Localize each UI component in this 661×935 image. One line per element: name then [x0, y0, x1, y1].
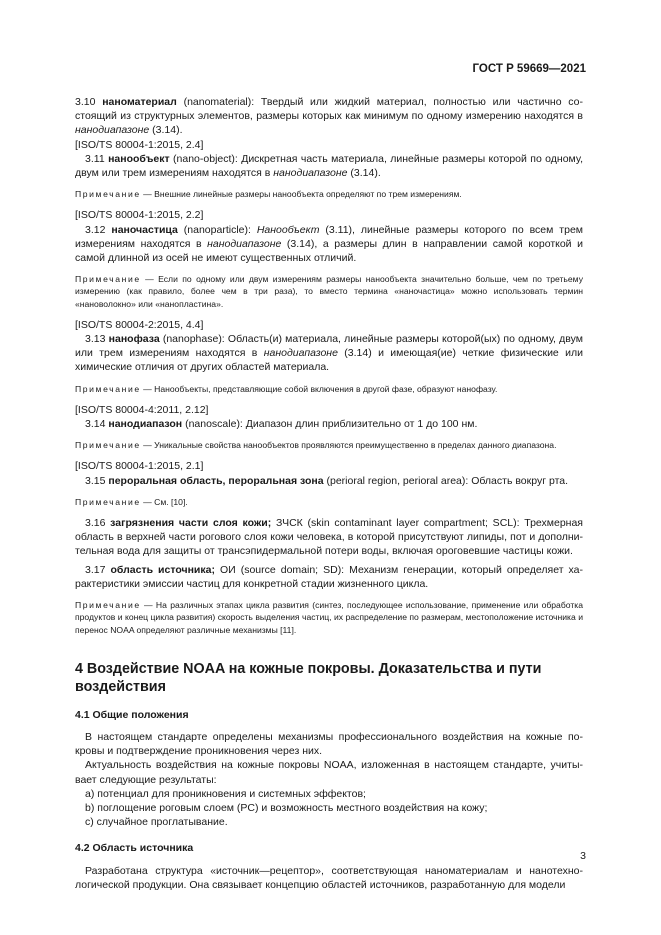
term: наночастица [111, 223, 178, 236]
term-source-ref: [ISO/TS 80004-4:2011, 2.12] [75, 403, 209, 416]
document-header: ГОСТ Р 59669—2021 [472, 63, 586, 75]
term-source-ref: [ISO/TS 80004-1:2015, 2.2] [75, 209, 204, 222]
term-source-ref: [ISO/TS 80004-1:2015, 2.1] [75, 460, 204, 473]
term-entry-3-13: 3.13 нанофаза (nanophase): Область(и) материала, линейные размеры которой(ых) по одному, двум или трем измерениям находятся в нанодиапазоне (3.14) и имеющая(ие) четкие физические или химические отличия от других областей материала. [75, 333, 583, 374]
term-source-ref: [ISO/TS 80004-1:2015, 2.4] [75, 138, 204, 151]
note: Примечание — Если по одному или двум измерениям размеры нанообъекта значительно больше, чем по третьему измерению (как правило, более чем в три раза), то вместо термина «наночастица» можно использовать термин «нановолокно» или «нанопластина». [75, 274, 583, 309]
term-entry-3-11: 3.11 нанообъект (nano-object): Дискретная часть материала, линейные размеры которой по одному, двум или трем измерениям находятся в нанодиапазоне (3.14). [75, 152, 583, 180]
note: Примечание — См. [10]. [75, 496, 188, 507]
term: наноматериал [102, 96, 177, 108]
paragraph: Актуальность воздействия на кожные покровы NOAA, изложенная в настоящем стандарте, учитывает следующие результаты: [75, 759, 583, 786]
note: Примечание — Уникальные свойства нанообъектов проявляются преимущественно в пределах данного диапазона. [75, 440, 557, 451]
list-item: b) поглощение роговым слоем (PC) и возможность местного воздействия на кожу; [85, 801, 488, 814]
term-entry-3-16: 3.16 загрязнения части слоя кожи; ЗЧСК (skin contaminant layer compartment; SCL): Трехмерная область в верхней части рогового слоя кожи человека, в которой присутствуют липиды, пот и дополнительная вода для защиты от трансэпидермальной потери воды, включая ороговевшие частицы кожи. [75, 517, 583, 558]
paragraph: В настоящем стандарте определены механизмы профессионального воздействия на кожные покровы и подтверждение проникновения через них. [75, 730, 583, 758]
term-source-ref: [ISO/TS 80004-2:2015, 4.4] [75, 318, 204, 331]
term: нанообъект [108, 152, 170, 165]
term: загрязнения части слоя кожи; [110, 517, 272, 530]
term: пероральная область, пероральная зона [108, 474, 324, 487]
list-item: с) случайное проглатывание. [85, 816, 228, 829]
list-item: а) потенциал для проникновения и системных эффектов; [85, 787, 366, 800]
note: Примечание — Нанообъекты, представляющие собой включения в другой фазе, образуют нанофазу. [75, 383, 498, 394]
document-body [75, 95, 583, 892]
term-entry-3-12: 3.12 наночастица (nanoparticle): Нанообъект (3.11), линейные размеры которого по всем трем измерениям находятся в нанодиапазоне (3.14), а размеры длин в направлении самой короткой и самой длинной из осей не имеют существенных отличий. [75, 223, 584, 265]
term-entry-3-17: 3.17 область источника; ОИ (source domain; SD): Механизм генерации, который определяет характеристики эмиссии частиц для конкретной стадии жизненного цикла. [75, 563, 584, 590]
term-entry-3-15: 3.15 пероральная область, пероральная зона (perioral region, perioral area): Область вокруг рта. [85, 474, 569, 487]
subsection-title: 4.2 Область источника [75, 842, 194, 855]
page-number: 3 [580, 850, 586, 862]
note: Примечание — На различных этапах цикла развития (синтез, последующее использование, применение или обработка продуктов и конец цикла развития) скорость выделения частиц, их распределение по размерам, местоположение источника и перенос NOAA определяют различные механизмы [11]. [75, 600, 583, 635]
term: нанофаза [108, 333, 160, 346]
term: нанодиапазон [108, 418, 183, 431]
term: область источника; [110, 563, 215, 576]
paragraph: Разработана структура «источник—рецептор», соответствующая наноматериалам и нанотехнологической продукции. Она связывает концепцию областей источников, разработанную для модели [75, 864, 583, 891]
subsection-title: 4.1 Общие положения [75, 708, 189, 721]
note: Примечание — Внешние линейные размеры нанообъекта определяют по трем измерениям. [75, 189, 462, 200]
section-title: 4 Воздействие NOAA на кожные покровы. Доказательства и пути воздействия [75, 660, 542, 695]
term-entry-3-14: 3.14 нанодиапазон (nanoscale): Диапазон длин приблизительно от 1 до 100 нм. [85, 418, 478, 431]
term-entry-3-10: 3.10 наноматериал (nanomaterial): Твердый или жидкий материал, полностью или частично состоящий из структурных элементов, размеры которых как минимум по одному измерению находятся в нанодиапазоне (3.14). [75, 96, 584, 137]
